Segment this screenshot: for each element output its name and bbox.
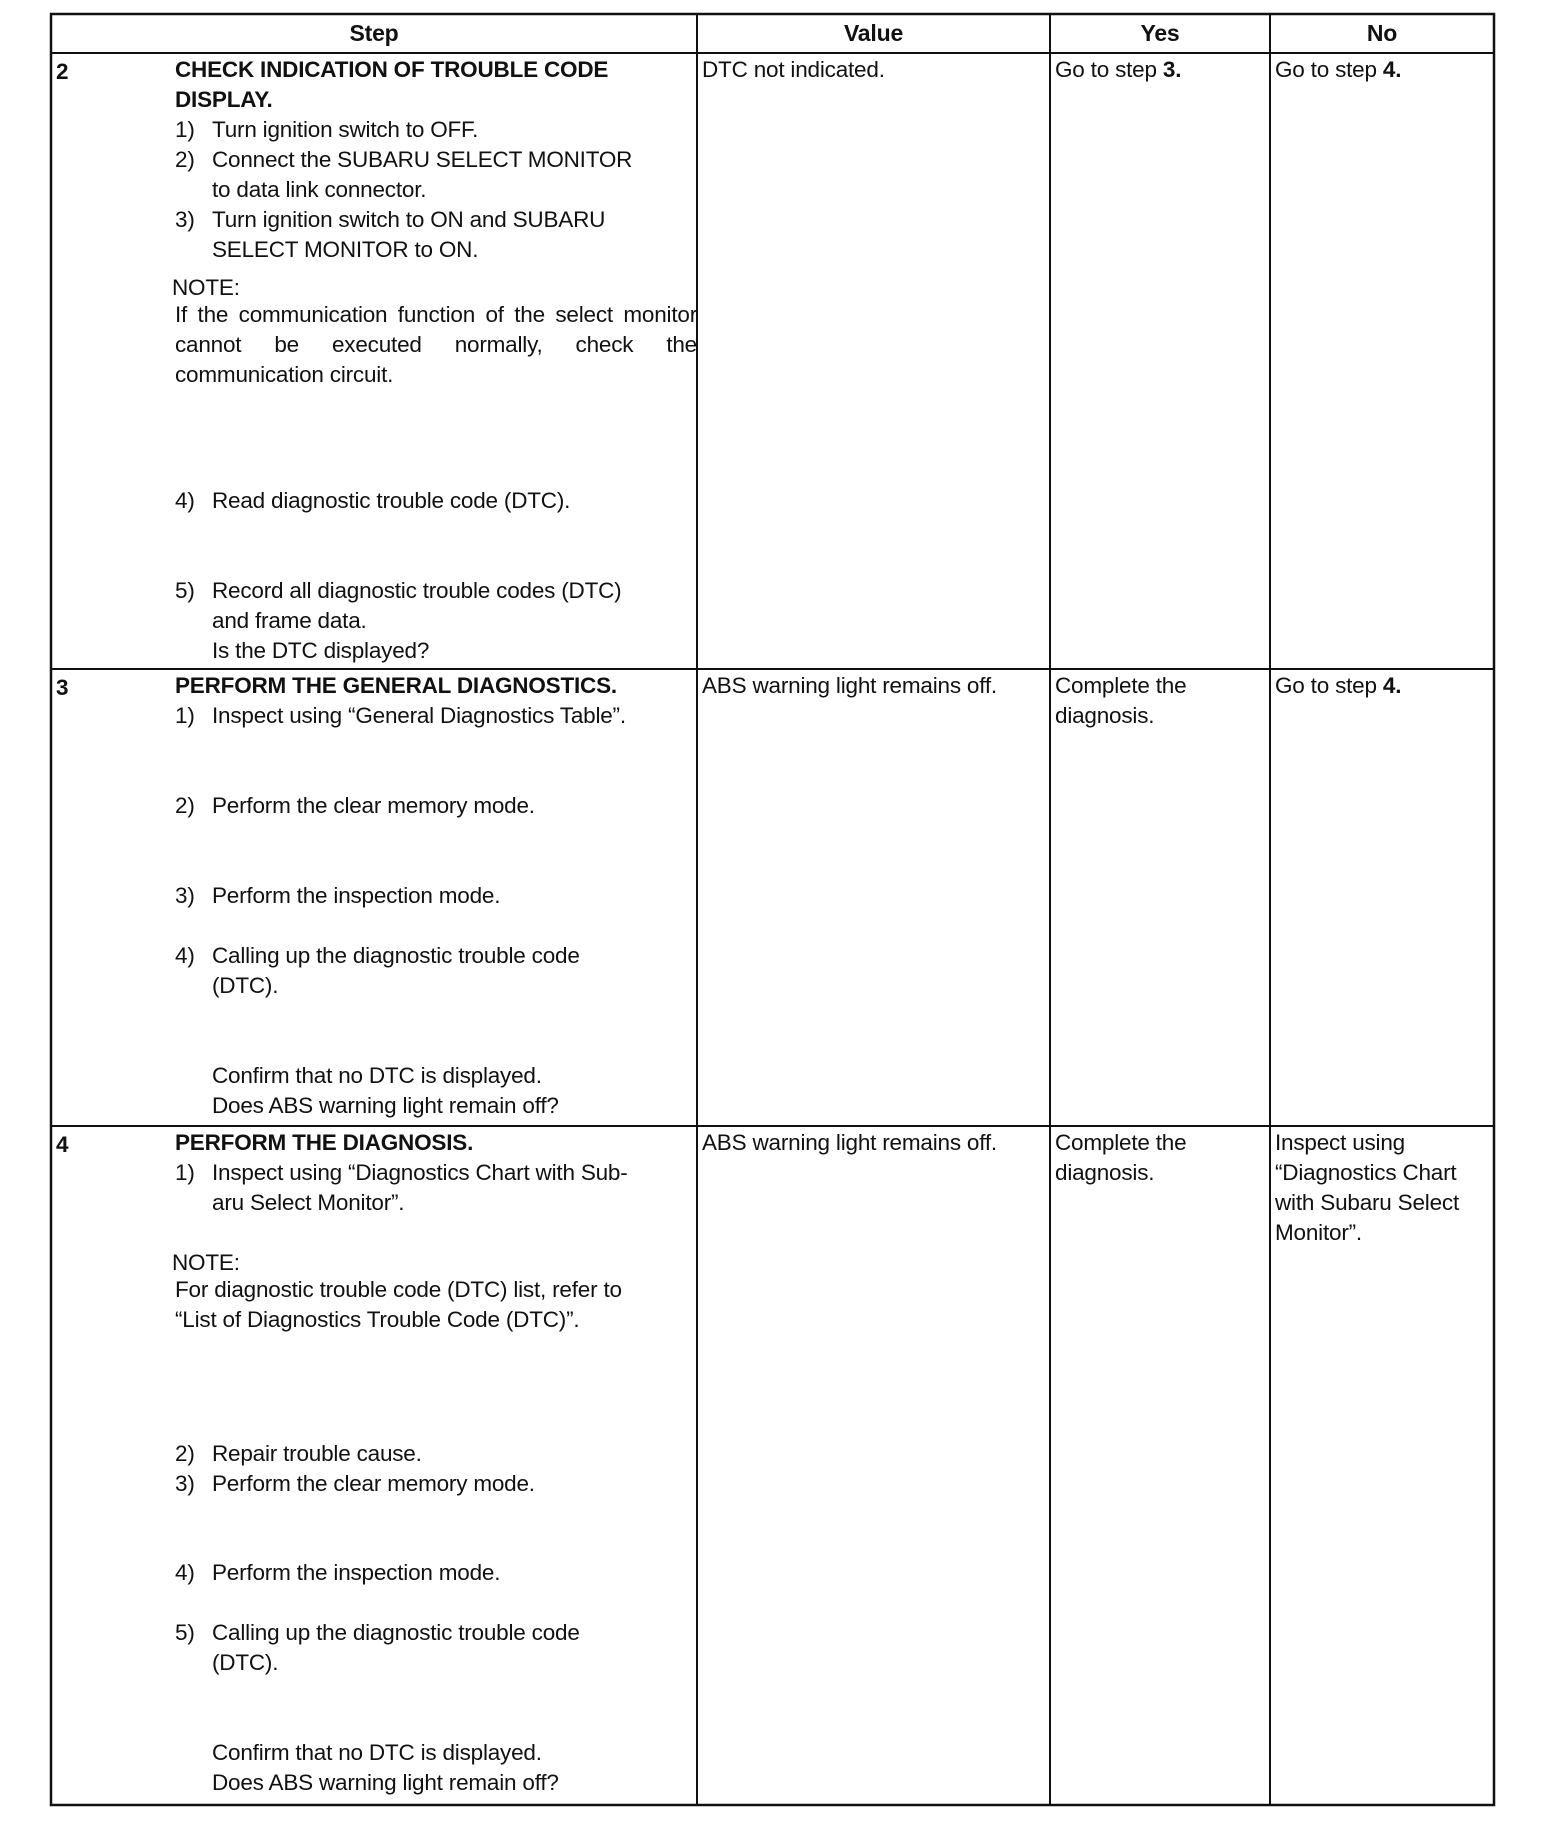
list-item: Turn ignition switch to ON and SUBARU — [212, 207, 606, 232]
question-text: Is the DTC displayed? — [212, 638, 430, 663]
list-item: aru Select Monitor”. — [212, 1190, 405, 1215]
no-cell: with Subaru Select — [1275, 1190, 1460, 1215]
list-item: Perform the inspection mode. — [212, 1560, 501, 1585]
list-item: Record all diagnostic trouble codes (DTC) — [212, 578, 622, 603]
list-item: and frame data. — [212, 608, 367, 633]
header-value: Value — [843, 20, 904, 46]
no-cell: “Diagnostics Chart — [1275, 1160, 1457, 1185]
list-marker: 2) — [175, 793, 195, 818]
step-number: 3 — [56, 675, 69, 700]
list-item: Inspect using “General Diagnostics Table”. — [212, 703, 626, 728]
list-item: Connect the SUBARU SELECT MONITOR — [212, 147, 633, 172]
step-title: PERFORM THE DIAGNOSIS. — [175, 1130, 474, 1155]
no-cell: Monitor”. — [1275, 1220, 1362, 1245]
note-label: NOTE: — [172, 275, 240, 300]
list-item: Perform the clear memory mode. — [212, 793, 535, 818]
list-marker: 4) — [175, 488, 195, 513]
yes-cell: diagnosis. — [1055, 1160, 1155, 1185]
list-item: Repair trouble cause. — [212, 1441, 422, 1466]
no-cell: Go to step 4. — [1275, 57, 1402, 82]
yes-cell: diagnosis. — [1055, 703, 1155, 728]
list-item: Turn ignition switch to OFF. — [212, 117, 479, 142]
step-number: 2 — [56, 59, 69, 84]
confirm-text: Confirm that no DTC is displayed. — [212, 1063, 542, 1088]
header-yes: Yes — [1140, 20, 1180, 46]
no-cell: Go to step 4. — [1275, 673, 1402, 698]
list-item: Inspect using “Diagnostics Chart with Sub- — [212, 1160, 628, 1185]
note-text: For diagnostic trouble code (DTC) list, refer to — [175, 1277, 622, 1302]
list-marker: 4) — [175, 1560, 195, 1585]
list-marker: 5) — [175, 578, 195, 603]
step-title: CHECK INDICATION OF TROUBLE CODE — [175, 57, 609, 82]
question-text: Does ABS warning light remain off? — [212, 1093, 559, 1118]
list-item: Calling up the diagnostic trouble code — [212, 943, 580, 968]
note-text: “List of Diagnostics Trouble Code (DTC)”. — [175, 1307, 580, 1332]
list-marker: 1) — [175, 117, 195, 142]
list-item: Perform the clear memory mode. — [212, 1471, 535, 1496]
list-marker: 4) — [175, 943, 195, 968]
value-cell: ABS warning light remains off. — [702, 1130, 997, 1155]
list-marker: 1) — [175, 703, 195, 728]
list-item: Calling up the diagnostic trouble code — [212, 1620, 580, 1645]
step-title: PERFORM THE GENERAL DIAGNOSTICS. — [175, 673, 617, 698]
note-text: If the communication function of the select monitor cannot be executed normally, check the communication circuit. — [175, 302, 697, 387]
list-marker: 3) — [175, 883, 195, 908]
list-item: Perform the inspection mode. — [212, 883, 501, 908]
value-cell: ABS warning light remains off. — [702, 673, 997, 698]
list-marker: 2) — [175, 147, 195, 172]
list-item: to data link connector. — [212, 177, 427, 202]
list-marker: 2) — [175, 1441, 195, 1466]
list-marker: 3) — [175, 207, 195, 232]
list-marker: 5) — [175, 1620, 195, 1645]
yes-cell: Go to step 3. — [1055, 57, 1182, 82]
yes-cell: Complete the — [1055, 1130, 1187, 1155]
yes-cell: Complete the — [1055, 673, 1187, 698]
list-item: Read diagnostic trouble code (DTC). — [212, 488, 571, 513]
step-number: 4 — [56, 1132, 69, 1157]
list-marker: 3) — [175, 1471, 195, 1496]
confirm-text: Confirm that no DTC is displayed. — [212, 1740, 542, 1765]
question-text: Does ABS warning light remain off? — [212, 1770, 559, 1795]
list-marker: 1) — [175, 1160, 195, 1185]
header-step: Step — [349, 20, 399, 46]
value-cell: DTC not indicated. — [702, 57, 885, 82]
step-title: DISPLAY. — [175, 87, 273, 112]
no-cell: Inspect using — [1275, 1130, 1405, 1155]
header-no: No — [1366, 20, 1398, 46]
note-label: NOTE: — [172, 1250, 240, 1275]
list-item: SELECT MONITOR to ON. — [212, 237, 479, 262]
list-item: (DTC). — [212, 1650, 279, 1675]
list-item: (DTC). — [212, 973, 279, 998]
